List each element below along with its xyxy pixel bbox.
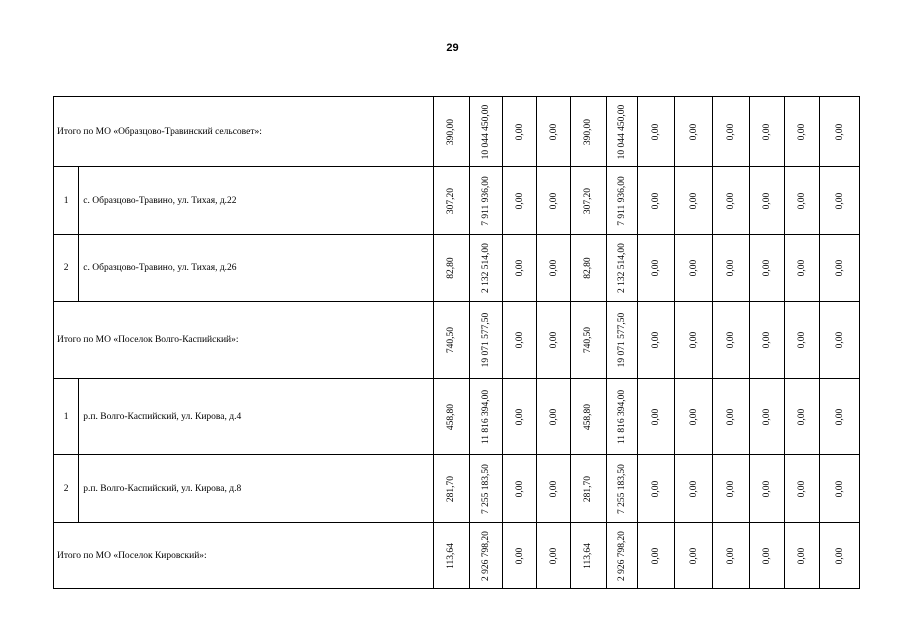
value-text: 0,00	[514, 408, 525, 425]
address-cell: р.п. Волго-Каспийский, ул. Кирова, д.8	[79, 455, 434, 523]
program-table	[53, 96, 860, 589]
value-text: 0,00	[688, 123, 699, 140]
value-cell	[537, 235, 570, 302]
value-text: 2 132 514,00	[480, 243, 491, 293]
value-cell	[820, 167, 860, 235]
value-text: 0,00	[725, 408, 736, 425]
value-cell	[749, 302, 784, 379]
value-text: 0,00	[834, 331, 845, 349]
value-text: 0,00	[761, 547, 772, 564]
value-cell	[503, 302, 537, 379]
value-cell	[638, 379, 674, 455]
value-cell	[607, 523, 638, 589]
value-cell	[469, 167, 502, 235]
value-cell	[469, 379, 502, 455]
value-text: 0,00	[725, 331, 736, 349]
value-text: 0,00	[651, 123, 662, 140]
value-cell	[713, 167, 749, 235]
value-cell	[570, 455, 606, 523]
value-text: 2 926 798,20	[617, 530, 628, 581]
value-text: 0,00	[548, 192, 559, 209]
value-text: 0,00	[834, 480, 845, 497]
value-cell	[434, 455, 469, 523]
total-label: Итого по МО «Поселок Волго-Каспийский»:	[54, 302, 434, 379]
value-cell	[674, 523, 712, 589]
value-cell	[607, 167, 638, 235]
value-text: 19 071 577,50	[480, 312, 491, 368]
address-cell: р.п. Волго-Каспийский, ул. Кирова, д.4	[79, 379, 434, 455]
value-cell	[713, 523, 749, 589]
value-text: 0,00	[548, 547, 559, 564]
value-cell	[674, 455, 712, 523]
value-text: 0,00	[651, 192, 662, 209]
value-text: 390,00	[446, 118, 457, 145]
value-text: 0,00	[651, 547, 662, 564]
value-text: 0,00	[514, 331, 525, 349]
value-cell	[820, 379, 860, 455]
value-cell	[537, 379, 570, 455]
value-text: 0,00	[797, 123, 808, 140]
value-cell	[820, 523, 860, 589]
value-text: 307,20	[583, 187, 594, 214]
value-text: 0,00	[548, 123, 559, 140]
value-cell	[469, 302, 502, 379]
value-text: 0,00	[797, 480, 808, 497]
value-cell	[469, 235, 502, 302]
value-text: 740,50	[446, 326, 457, 354]
value-cell	[537, 167, 570, 235]
value-text: 458,80	[583, 403, 594, 430]
value-cell	[785, 379, 820, 455]
value-text: 0,00	[548, 480, 559, 497]
value-text: 0,00	[725, 259, 736, 277]
value-text: 0,00	[651, 259, 662, 277]
value-cell	[503, 167, 537, 235]
value-text: 19 071 577,50	[617, 312, 628, 368]
value-cell	[785, 235, 820, 302]
value-cell	[713, 302, 749, 379]
value-cell	[607, 379, 638, 455]
row-number: 1	[54, 379, 79, 455]
value-cell	[820, 302, 860, 379]
value-text: 113,64	[583, 542, 594, 569]
value-text: 7 911 936,00	[617, 175, 628, 226]
value-text: 281,70	[446, 475, 457, 502]
value-cell	[537, 302, 570, 379]
value-text: 307,20	[446, 187, 457, 214]
value-cell	[434, 302, 469, 379]
value-text: 0,00	[797, 547, 808, 564]
value-cell	[503, 523, 537, 589]
value-cell	[537, 455, 570, 523]
value-cell	[469, 523, 502, 589]
value-text: 0,00	[725, 547, 736, 564]
value-cell	[785, 167, 820, 235]
value-text: 0,00	[651, 331, 662, 349]
value-text: 390,00	[583, 118, 594, 145]
value-cell	[503, 379, 537, 455]
value-cell	[674, 97, 712, 167]
value-cell	[674, 379, 712, 455]
value-text: 0,00	[688, 408, 699, 425]
value-text: 0,00	[834, 259, 845, 277]
value-cell	[820, 455, 860, 523]
table-row	[54, 379, 860, 455]
address-cell: с. Образцово-Травино, ул. Тихая, д.22	[79, 167, 434, 235]
value-cell	[820, 235, 860, 302]
value-text: 10 044 450,00	[480, 104, 491, 159]
value-text: 0,00	[688, 547, 699, 564]
value-cell	[713, 97, 749, 167]
value-cell	[537, 97, 570, 167]
value-cell	[749, 455, 784, 523]
value-text: 0,00	[797, 408, 808, 425]
row-number: 2	[54, 235, 79, 302]
value-text: 0,00	[548, 408, 559, 425]
value-text: 0,00	[761, 259, 772, 277]
value-text: 113,64	[446, 542, 457, 569]
total-label: Итого по МО «Поселок Кировский»:	[54, 523, 434, 589]
value-text: 82,80	[583, 257, 594, 279]
value-cell	[434, 167, 469, 235]
value-cell	[570, 167, 606, 235]
value-text: 0,00	[761, 123, 772, 140]
value-text: 0,00	[688, 331, 699, 349]
value-text: 0,00	[688, 192, 699, 209]
value-text: 2 132 514,00	[617, 243, 628, 293]
value-cell	[713, 455, 749, 523]
total-label: Итого по МО «Образцово-Травинский сельсовет»:	[54, 97, 434, 167]
value-text: 0,00	[514, 123, 525, 140]
value-text: 740,50	[583, 326, 594, 354]
value-text: 0,00	[797, 259, 808, 277]
value-cell	[785, 302, 820, 379]
value-text: 0,00	[548, 331, 559, 349]
value-text: 10 044 450,00	[617, 104, 628, 159]
value-cell	[434, 523, 469, 589]
value-cell	[638, 97, 674, 167]
value-cell	[469, 97, 502, 167]
value-cell	[674, 167, 712, 235]
value-text: 0,00	[548, 259, 559, 277]
value-cell	[537, 523, 570, 589]
value-text: 82,80	[446, 257, 457, 279]
value-text: 0,00	[761, 408, 772, 425]
value-text: 281,70	[583, 475, 594, 502]
value-text: 0,00	[834, 408, 845, 425]
value-text: 0,00	[725, 192, 736, 209]
page-number: 29	[446, 42, 459, 54]
value-cell	[749, 167, 784, 235]
value-cell	[570, 379, 606, 455]
value-cell	[607, 455, 638, 523]
value-cell	[434, 379, 469, 455]
value-cell	[570, 97, 606, 167]
value-cell	[749, 379, 784, 455]
value-cell	[503, 455, 537, 523]
value-cell	[674, 235, 712, 302]
value-text: 0,00	[514, 192, 525, 209]
value-text: 0,00	[651, 408, 662, 425]
value-text: 0,00	[761, 480, 772, 497]
row-number: 1	[54, 167, 79, 235]
row-number: 2	[54, 455, 79, 523]
value-cell	[570, 523, 606, 589]
value-cell	[638, 302, 674, 379]
value-cell	[638, 167, 674, 235]
value-cell	[820, 97, 860, 167]
value-text: 7 255 183,50	[480, 463, 491, 514]
value-cell	[785, 97, 820, 167]
value-text: 0,00	[688, 480, 699, 497]
total-row	[54, 97, 860, 167]
value-text: 0,00	[514, 547, 525, 564]
value-cell	[503, 97, 537, 167]
value-text: 0,00	[725, 123, 736, 140]
total-row	[54, 302, 860, 379]
value-cell	[785, 455, 820, 523]
value-cell	[638, 455, 674, 523]
value-text: 0,00	[514, 480, 525, 497]
value-cell	[785, 523, 820, 589]
value-text: 7 911 936,00	[480, 175, 491, 226]
value-text: 458,80	[446, 403, 457, 430]
value-cell	[749, 523, 784, 589]
value-cell	[607, 235, 638, 302]
value-text: 2 926 798,20	[480, 530, 491, 581]
value-text: 0,00	[688, 259, 699, 277]
total-row	[54, 523, 860, 589]
value-cell	[570, 235, 606, 302]
value-cell	[434, 235, 469, 302]
value-cell	[638, 235, 674, 302]
value-text: 0,00	[834, 192, 845, 209]
value-cell	[607, 97, 638, 167]
value-text: 0,00	[514, 259, 525, 277]
value-text: 0,00	[761, 331, 772, 349]
value-text: 0,00	[834, 547, 845, 564]
value-cell	[713, 379, 749, 455]
value-cell	[674, 302, 712, 379]
value-cell	[570, 302, 606, 379]
value-text: 0,00	[834, 123, 845, 140]
value-text: 0,00	[651, 480, 662, 497]
value-text: 0,00	[725, 480, 736, 497]
address-cell: с. Образцово-Травино, ул. Тихая, д.26	[79, 235, 434, 302]
value-text: 11 816 394,00	[617, 389, 628, 444]
value-cell	[434, 97, 469, 167]
table-row	[54, 167, 860, 235]
value-cell	[749, 235, 784, 302]
value-cell	[469, 455, 502, 523]
value-cell	[607, 302, 638, 379]
value-cell	[713, 235, 749, 302]
value-cell	[503, 235, 537, 302]
value-text: 11 816 394,00	[480, 389, 491, 444]
value-text: 7 255 183,50	[617, 463, 628, 514]
value-text: 0,00	[797, 331, 808, 349]
value-cell	[638, 523, 674, 589]
value-text: 0,00	[797, 192, 808, 209]
table-row	[54, 455, 860, 523]
table-row	[54, 235, 860, 302]
value-cell	[749, 97, 784, 167]
table-body	[54, 97, 860, 589]
value-text: 0,00	[761, 192, 772, 209]
